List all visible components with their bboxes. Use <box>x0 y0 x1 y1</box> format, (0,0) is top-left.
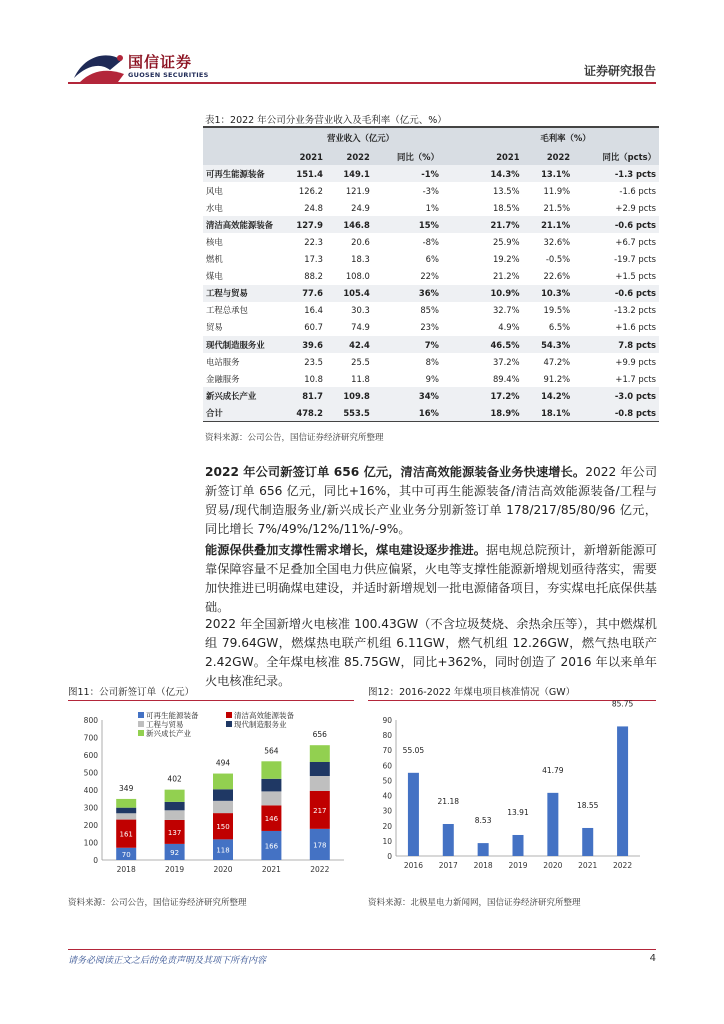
table-cell-m2022: 6.5% <box>548 322 571 333</box>
bar-total-label: 564 <box>264 746 279 756</box>
revenue-margin-table <box>203 128 659 422</box>
table-cell-r2021: 24.8 <box>304 202 323 213</box>
table-cell-r2021: 22.3 <box>304 237 323 248</box>
table-cell-gap <box>442 302 472 319</box>
table-cell-ryoy: -8% <box>422 237 439 248</box>
paragraph-coal-power <box>205 541 657 617</box>
legend-swatch <box>138 721 144 727</box>
table-cell-m2021: 46.5% <box>472 336 523 353</box>
table-cell-ryoy: 36% <box>373 285 442 302</box>
y-tick-label: 0 <box>93 856 98 865</box>
table-cell-m2021: 25.9% <box>492 237 520 248</box>
table-cell-r2021: 126.2 <box>298 185 323 196</box>
table-row <box>203 336 659 353</box>
table-cell-myoy: -0.6 pcts <box>573 285 659 302</box>
new-orders-stacked-bar-chart <box>68 704 354 884</box>
bar-segment-label: 161 <box>119 830 133 839</box>
table-cell-r2022: 74.9 <box>351 322 370 333</box>
bar-segment-label: 178 <box>313 841 327 850</box>
table-cell-r2021: 10.8 <box>304 373 323 384</box>
col-header: 同比（%） <box>373 148 442 165</box>
table-cell-myoy: -3.0 pcts <box>573 387 659 404</box>
table-cell-gap <box>442 233 472 250</box>
table-cell-name: 电站服务 <box>206 356 240 367</box>
legend-swatch <box>226 712 232 718</box>
table-cell-m2021: 4.9% <box>498 322 520 333</box>
bar-value-label: 18.55 <box>576 800 599 810</box>
table-cell-r2022: 11.8 <box>351 373 370 384</box>
table-row <box>203 182 659 199</box>
table-cell-gap <box>442 285 472 302</box>
x-tick-label: 2020 <box>543 861 563 870</box>
table-cell-ryoy: 22% <box>420 271 439 282</box>
table-cell-m2021: 19.2% <box>492 254 520 265</box>
y-tick-label: 400 <box>83 786 98 795</box>
table-cell-ryoy: 23% <box>420 322 439 333</box>
paragraph-approvals-body: 2022 年全国新增火电核准 100.43GW（不含垃圾焚烧、余热余压等），其中燃煤机组 79.64GW，燃煤热电联产机组 6.11GW，燃气机组 12.26GW，燃气热电联产 2.42GW。全年煤电核准 85.75GW，同比+362%，同时创造了 2016 年以来单年火电核准纪录。 <box>205 617 657 688</box>
table-cell-ryoy: 1% <box>425 202 439 213</box>
bar-segment-label: 166 <box>264 842 279 851</box>
bar <box>547 793 558 856</box>
table-row <box>203 353 659 370</box>
table-cell-m2021: 10.9% <box>472 285 523 302</box>
table-cell-name: 核电 <box>206 237 223 248</box>
table-header-blank <box>203 128 279 148</box>
paragraph-coal-power-lead: 能源保供叠加支撑性需求增长，煤电建设逐步推进。 <box>205 543 486 557</box>
table-row <box>203 285 659 302</box>
legend-swatch <box>226 721 232 727</box>
table-cell-gap <box>442 216 472 233</box>
bar-segment-5 <box>213 774 233 790</box>
table-cell-r2021: 39.6 <box>279 336 326 353</box>
logo-name: 国信证券 <box>128 53 193 71</box>
col-header: 2021 <box>472 148 523 165</box>
table-cell-gap <box>442 268 472 285</box>
x-tick-label: 2016 <box>403 861 423 870</box>
table-header-gap <box>442 128 472 148</box>
table-cell-r2021: 127.9 <box>279 216 326 233</box>
col-header: 同比（pcts） <box>573 148 659 165</box>
footer-disclaimer: 请务必阅读正文之后的免责声明及其项下所有内容 <box>68 956 267 966</box>
paragraph-orders-lead: 2022 年公司新签订单 656 亿元，清洁高效能源装备业务快速增长。 <box>205 465 586 479</box>
table-cell-r2022: 30.3 <box>351 305 370 316</box>
paragraph-coal-power-body: 据电规总院预计，新增新能源可靠保障容量不足叠加全国电力供应偏紧，火电等支撑性能源新增规划亟待落实，需要加快推进已明确煤电建设，并适时新增规划一批电源储备项目，夯实煤电托底保供基础。 <box>205 543 658 614</box>
bar-segment-4 <box>261 779 281 792</box>
y-tick-label: 700 <box>83 733 98 743</box>
bar-total-label: 349 <box>119 783 134 793</box>
table-cell-gap <box>442 336 472 353</box>
table-cell-r2022: 553.5 <box>326 404 373 421</box>
paragraph-orders-body: 2022 年公司新签订单 656 亿元，同比+16%，其中可再生能源装备/清洁高效能源装备/工程与贸易/现代制造服务业/新兴成长产业业务分别新签订单 178/217/85/80/96 亿元，同比增长 7%/49%/12%/11%/-9%。 <box>205 465 658 536</box>
table-cell-name: 工程与贸易 <box>203 285 279 302</box>
bar-segment-4 <box>165 802 185 810</box>
table-cell-myoy: +1.5 pcts <box>615 271 656 282</box>
bar-value-label: 55.05 <box>402 745 425 755</box>
y-tick-label: 70 <box>382 746 392 756</box>
table-cell-myoy: +6.7 pcts <box>615 237 656 248</box>
bar-segment-5 <box>310 745 330 762</box>
table-cell-r2021: 60.7 <box>304 322 323 333</box>
bar-segment-5 <box>116 799 136 808</box>
figure11-title: 图11：公司新签订单（亿元） <box>68 687 195 698</box>
table-cell-name: 工程总承包 <box>206 305 248 316</box>
table-cell-r2022: 146.8 <box>326 216 373 233</box>
table-cell-r2022: 105.4 <box>326 285 373 302</box>
legend-label: 新兴成长产业 <box>146 729 191 738</box>
table-cell-ryoy: -1% <box>373 165 442 182</box>
bar-segment-4 <box>116 808 136 814</box>
table-cell-name: 现代制造服务业 <box>203 336 279 353</box>
table-cell-m2021: 17.2% <box>472 387 523 404</box>
bar-segment-label: 146 <box>264 815 279 824</box>
table-row <box>203 302 659 319</box>
y-tick-label: 80 <box>382 731 392 741</box>
table-cell-name: 清洁高效能源装备 <box>203 216 279 233</box>
y-tick-label: 200 <box>83 821 98 830</box>
table-cell-m2021: 32.7% <box>492 305 520 316</box>
table-cell-name: 水电 <box>206 202 223 213</box>
x-tick-label: 2017 <box>438 861 458 870</box>
table-cell-myoy: +9.9 pcts <box>615 356 656 367</box>
bar-segment-3 <box>213 801 233 813</box>
legend-label: 工程与贸易 <box>146 720 184 729</box>
bar <box>582 828 593 856</box>
bar-segment-label: 70 <box>121 850 131 859</box>
table-row <box>203 404 659 421</box>
table-cell-m2022: 32.6% <box>543 237 571 248</box>
bar-segment-4 <box>310 762 330 776</box>
table-cell-m2021: 37.2% <box>492 356 520 367</box>
table-cell-myoy: -1.3 pcts <box>573 165 659 182</box>
y-tick-label: 60 <box>382 761 392 771</box>
table-row <box>203 233 659 250</box>
bar-total-label: 402 <box>167 774 182 784</box>
table-cell-m2022: 91.2% <box>543 373 571 384</box>
table-cell-gap <box>442 182 472 199</box>
table-row <box>203 251 659 268</box>
table-cell-m2021: 18.9% <box>472 404 523 421</box>
bar-segment-5 <box>261 761 281 779</box>
table-cell-ryoy: 9% <box>425 373 439 384</box>
table-cell-m2022: -0.5% <box>545 254 571 265</box>
table-cell-name: 煤电 <box>206 271 223 282</box>
page-number: 4 <box>649 953 656 964</box>
figure11-source: 资料来源：公司公告，国信证券经济研究所整理 <box>68 898 247 908</box>
table-cell-r2022: 25.5 <box>351 356 370 367</box>
bar-value-label: 8.53 <box>474 816 492 826</box>
table-row <box>203 216 659 233</box>
bar-segment-label: 150 <box>216 823 230 832</box>
table-subheader-row <box>203 148 659 165</box>
table-cell-name: 贸易 <box>206 322 223 333</box>
table-cell-gap <box>442 165 472 182</box>
table-cell-gap <box>442 370 472 387</box>
table-row <box>203 268 659 285</box>
col-header: 2022 <box>326 148 373 165</box>
table-cell-name: 合计 <box>203 404 279 421</box>
x-tick-label: 2018 <box>116 865 136 874</box>
table-cell-myoy: -0.8 pcts <box>573 404 659 421</box>
footer-divider <box>68 949 656 950</box>
table-row <box>203 370 659 387</box>
table-cell-m2022: 11.9% <box>543 185 571 196</box>
table-row <box>203 165 659 182</box>
table-cell-ryoy: 16% <box>373 404 442 421</box>
paragraph-orders <box>205 463 657 539</box>
table-cell-gap <box>442 251 472 268</box>
table-cell-r2022: 108.0 <box>345 271 370 282</box>
x-tick-label: 2020 <box>213 865 233 874</box>
table-cell-gap <box>442 404 472 421</box>
figure12-title: 图12：2016-2022 年煤电项目核准情况（GW） <box>368 687 576 698</box>
table-cell-myoy: -0.6 pcts <box>573 216 659 233</box>
bar-segment-4 <box>213 789 233 801</box>
table-cell-r2021: 81.7 <box>279 387 326 404</box>
bar-total-label: 494 <box>215 758 231 768</box>
bar-segment-3 <box>261 791 281 805</box>
table-cell-m2021: 89.4% <box>492 373 520 384</box>
table-cell-r2022: 149.1 <box>326 165 373 182</box>
bar-total-label: 656 <box>312 730 327 740</box>
figure11-title-rule <box>68 700 354 701</box>
table-cell-r2022: 42.4 <box>326 336 373 353</box>
bar-value-label: 13.91 <box>507 807 529 817</box>
table-cell-ryoy: 15% <box>373 216 442 233</box>
table-cell-ryoy: 85% <box>420 305 439 316</box>
table-row <box>203 199 659 216</box>
legend-swatch <box>138 712 144 718</box>
table-cell-m2022: 22.6% <box>543 271 571 282</box>
table-cell-r2022: 121.9 <box>345 185 370 196</box>
bar-segment-3 <box>310 776 330 791</box>
y-tick-label: 10 <box>382 836 392 846</box>
legend-label: 可再生能源装备 <box>146 711 199 720</box>
y-tick-label: 90 <box>382 716 392 725</box>
table-cell-myoy: -13.2 pcts <box>614 305 656 316</box>
table-cell-m2022: 10.3% <box>523 285 574 302</box>
table-cell-r2021: 16.4 <box>304 305 323 316</box>
y-tick-label: 600 <box>83 751 98 760</box>
table-cell-ryoy: 6% <box>425 254 439 265</box>
table-cell-myoy: -1.6 pcts <box>619 185 656 196</box>
x-tick-label: 2019 <box>165 865 185 874</box>
table-cell-myoy: +1.7 pcts <box>615 373 656 384</box>
table-title: 表1：2022 年公司分业务营业收入及毛利率（亿元、%） <box>205 115 447 126</box>
bar <box>617 726 628 856</box>
table-row <box>203 319 659 336</box>
x-tick-label: 2021 <box>261 865 281 874</box>
table-cell-m2021: 14.3% <box>472 165 523 182</box>
report-type-label: 证券研究报告 <box>583 64 656 78</box>
bar-value-label: 85.75 <box>611 699 634 709</box>
table-cell-m2021: 18.5% <box>492 202 520 213</box>
bar-segment-3 <box>165 810 185 820</box>
table-cell-ryoy: -3% <box>422 185 439 196</box>
table-cell-m2022: 13.1% <box>523 165 574 182</box>
table-subheader-blank <box>203 148 279 165</box>
legend-label: 现代制造服务业 <box>234 720 287 729</box>
table-cell-myoy: +2.9 pcts <box>615 202 656 213</box>
bar-value-label: 21.18 <box>437 796 460 806</box>
margin-group-header: 毛利率（%） <box>472 128 659 148</box>
bar <box>408 773 419 856</box>
y-tick-label: 800 <box>83 716 98 725</box>
coal-power-approval-bar-chart <box>368 699 656 884</box>
table-cell-r2022: 18.3 <box>351 254 370 265</box>
table-cell-gap <box>442 353 472 370</box>
table-cell-name: 燃机 <box>206 254 223 265</box>
table-cell-m2021: 13.5% <box>492 185 520 196</box>
table-cell-gap <box>442 387 472 404</box>
table-cell-name: 新兴成长产业 <box>203 387 279 404</box>
table-cell-r2022: 20.6 <box>351 237 370 248</box>
bar-segment-3 <box>116 813 136 819</box>
bar-value-label: 41.79 <box>542 765 564 775</box>
table-cell-myoy: -19.7 pcts <box>614 254 656 265</box>
table-cell-r2021: 151.4 <box>279 165 326 182</box>
table-cell-r2022: 109.8 <box>326 387 373 404</box>
paragraph-approvals <box>205 615 657 691</box>
table-cell-ryoy: 8% <box>425 356 439 367</box>
table-cell-ryoy: 34% <box>373 387 442 404</box>
bar-segment-5 <box>165 790 185 802</box>
table-cell-r2021: 478.2 <box>279 404 326 421</box>
table-cell-myoy: +1.6 pcts <box>615 322 656 333</box>
table-cell-m2022: 14.2% <box>523 387 574 404</box>
y-tick-label: 0 <box>387 852 392 861</box>
y-tick-label: 40 <box>382 791 392 801</box>
y-tick-label: 500 <box>83 768 98 778</box>
legend-swatch <box>138 730 144 736</box>
table-cell-gap <box>442 199 472 216</box>
table-cell-m2022: 21.1% <box>523 216 574 233</box>
y-tick-label: 50 <box>382 776 392 786</box>
table-subheader-gap <box>442 148 472 165</box>
table-cell-m2022: 47.2% <box>543 356 571 367</box>
bar <box>443 824 454 856</box>
bar-segment-label: 118 <box>216 846 230 855</box>
table-cell-m2021: 21.7% <box>472 216 523 233</box>
legend-label: 清洁高效能源装备 <box>234 711 294 720</box>
table-cell-name: 风电 <box>206 185 223 196</box>
table-cell-ryoy: 7% <box>373 336 442 353</box>
y-tick-label: 30 <box>382 806 392 816</box>
bar <box>478 843 489 856</box>
table-cell-m2022: 19.5% <box>543 305 571 316</box>
y-tick-label: 100 <box>83 838 98 848</box>
x-tick-label: 2018 <box>473 861 493 870</box>
table-cell-r2021: 88.2 <box>304 271 323 282</box>
bar <box>513 835 524 856</box>
y-tick-label: 20 <box>382 821 392 831</box>
table-source: 资料来源：公司公告，国信证券经济研究所整理 <box>205 433 384 443</box>
table-row <box>203 387 659 404</box>
col-header: 2021 <box>279 148 326 165</box>
x-tick-label: 2022 <box>310 865 330 874</box>
table-cell-myoy: 7.8 pcts <box>573 336 659 353</box>
table-cell-r2021: 23.5 <box>304 356 323 367</box>
table-cell-m2022: 54.3% <box>523 336 574 353</box>
table-cell-gap <box>442 319 472 336</box>
col-header: 2022 <box>523 148 574 165</box>
table-header-row <box>203 128 659 148</box>
x-tick-label: 2022 <box>613 861 633 870</box>
bar-segment-label: 137 <box>167 828 182 837</box>
table-cell-r2022: 24.9 <box>351 202 370 213</box>
table-cell-m2022: 21.5% <box>543 202 571 213</box>
table-cell-m2021: 21.2% <box>492 271 520 282</box>
bar-segment-label: 92 <box>170 848 180 857</box>
revenue-group-header: 营业收入（亿元） <box>279 128 442 148</box>
table-cell-name: 金融服务 <box>206 373 240 384</box>
header-divider <box>68 82 656 84</box>
y-tick-label: 300 <box>83 803 98 813</box>
table-cell-r2021: 17.3 <box>304 254 323 265</box>
x-tick-label: 2021 <box>578 861 598 870</box>
figure12-source: 资料来源：北极星电力新闻网，国信证券经济研究所整理 <box>368 898 581 908</box>
logo-name-en: GUOSEN SECURITIES <box>128 71 209 79</box>
table-cell-r2021: 77.6 <box>279 285 326 302</box>
x-tick-label: 2019 <box>508 861 528 870</box>
table-cell-name: 可再生能源装备 <box>203 165 279 182</box>
bar-segment-label: 217 <box>313 806 327 815</box>
table-cell-m2022: 18.1% <box>523 404 574 421</box>
